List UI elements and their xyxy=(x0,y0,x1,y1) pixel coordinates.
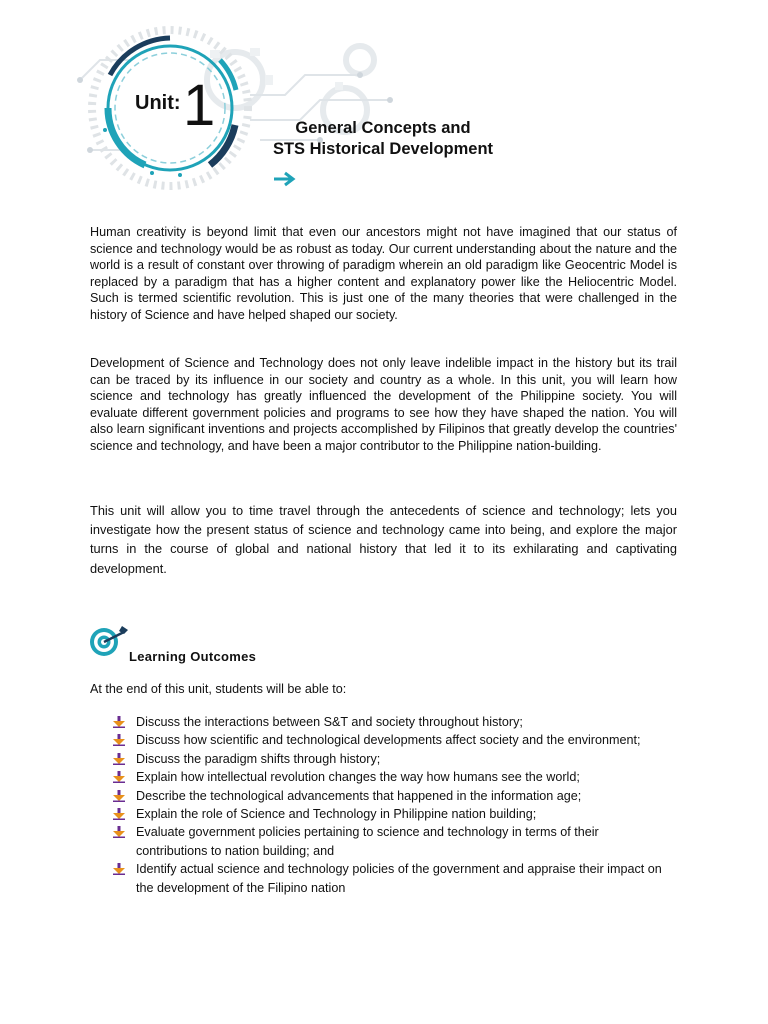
bullet-arrow-icon xyxy=(113,771,125,783)
list-item-text: Discuss the paradigm shifts through history; xyxy=(136,751,381,766)
intro-paragraph-1: Human creativity is beyond limit that even our ancestors might not have imagined that our status of science and technology would be as robust as today. Our current understanding about the nature and the world is a result of constant over throwing of paradigm wherein an old paradigm like Geocentric Model is replaced by a paradigm that has a higher content and explanatory power like the Heliocentric Model. Such is termed scientific revolution. This is just one of the many theories that were challenged in the history of Science and have helped shaped our society. xyxy=(90,225,677,322)
learning-outcomes-list xyxy=(113,713,673,897)
title-line-2: STS Historical Development xyxy=(272,140,494,158)
bullet-arrow-icon xyxy=(113,863,125,875)
list-item xyxy=(113,787,673,805)
list-item xyxy=(113,823,673,860)
list-item xyxy=(113,768,673,786)
unit-label: Unit: xyxy=(135,92,181,114)
bullet-arrow-icon xyxy=(113,826,125,838)
page-title xyxy=(258,118,508,160)
gear-circuit-icon xyxy=(60,20,420,200)
bullet-arrow-icon xyxy=(113,716,125,728)
title-line-1: General Concepts and xyxy=(295,119,471,137)
list-item-text: Explain the role of Science and Technology in Philippine nation building; xyxy=(136,807,537,822)
arrow-right-icon xyxy=(272,170,298,188)
list-item-text: Evaluate government policies pertaining to science and technology in terms of their contributions to nation building; and xyxy=(136,825,599,858)
list-item xyxy=(113,713,673,731)
list-item-text: Describe the technological advancements that happened in the information age; xyxy=(136,788,582,803)
list-item-text: Identify actual science and technology policies of the government and appraise their impact on the development of the Filipino nation xyxy=(136,862,662,895)
unit-number: 1 xyxy=(183,73,216,138)
intro-paragraph-3: This unit will allow you to time travel through the antecedents of science and technology; lets you investigate how the present status of science and technology came into being, and explore the major turns in the course of global and national history that led it to its exhilarating and captivating development. xyxy=(90,503,677,576)
list-item xyxy=(113,860,673,897)
list-item-text: Explain how intellectual revolution changes the way how humans see the world; xyxy=(136,770,580,785)
list-item xyxy=(113,731,673,749)
bullet-arrow-icon xyxy=(113,734,125,746)
list-item-text: Discuss the interactions between S&T and society throughout history; xyxy=(136,715,523,729)
list-item-text: Discuss how scientific and technological developments affect society and the environment; xyxy=(136,733,641,748)
bullet-arrow-icon xyxy=(113,790,125,802)
bullet-arrow-icon xyxy=(113,808,125,820)
list-item xyxy=(113,750,673,768)
bullet-arrow-icon xyxy=(113,753,125,765)
list-item xyxy=(113,805,673,823)
learning-outcomes-heading: Learning Outcomes xyxy=(129,649,257,664)
target-icon xyxy=(88,620,130,662)
learning-outcomes-intro: At the end of this unit, students will be able to: xyxy=(90,682,347,696)
intro-paragraph-2: Development of Science and Technology does not only leave indelible impact in the history but its trail can be traced by its influence in our society and country as a whole. In this unit, you will learn how science and technology has greatly influenced the development of the Philippine society. You will evaluate different government policies and programs to see how they have shaped the nation. You will also learn significant inventions and projects accomplished by Filipinos that greatly develop the countries' science and technology, and have been a major contributor to the Philippine nation-building. xyxy=(90,356,677,453)
